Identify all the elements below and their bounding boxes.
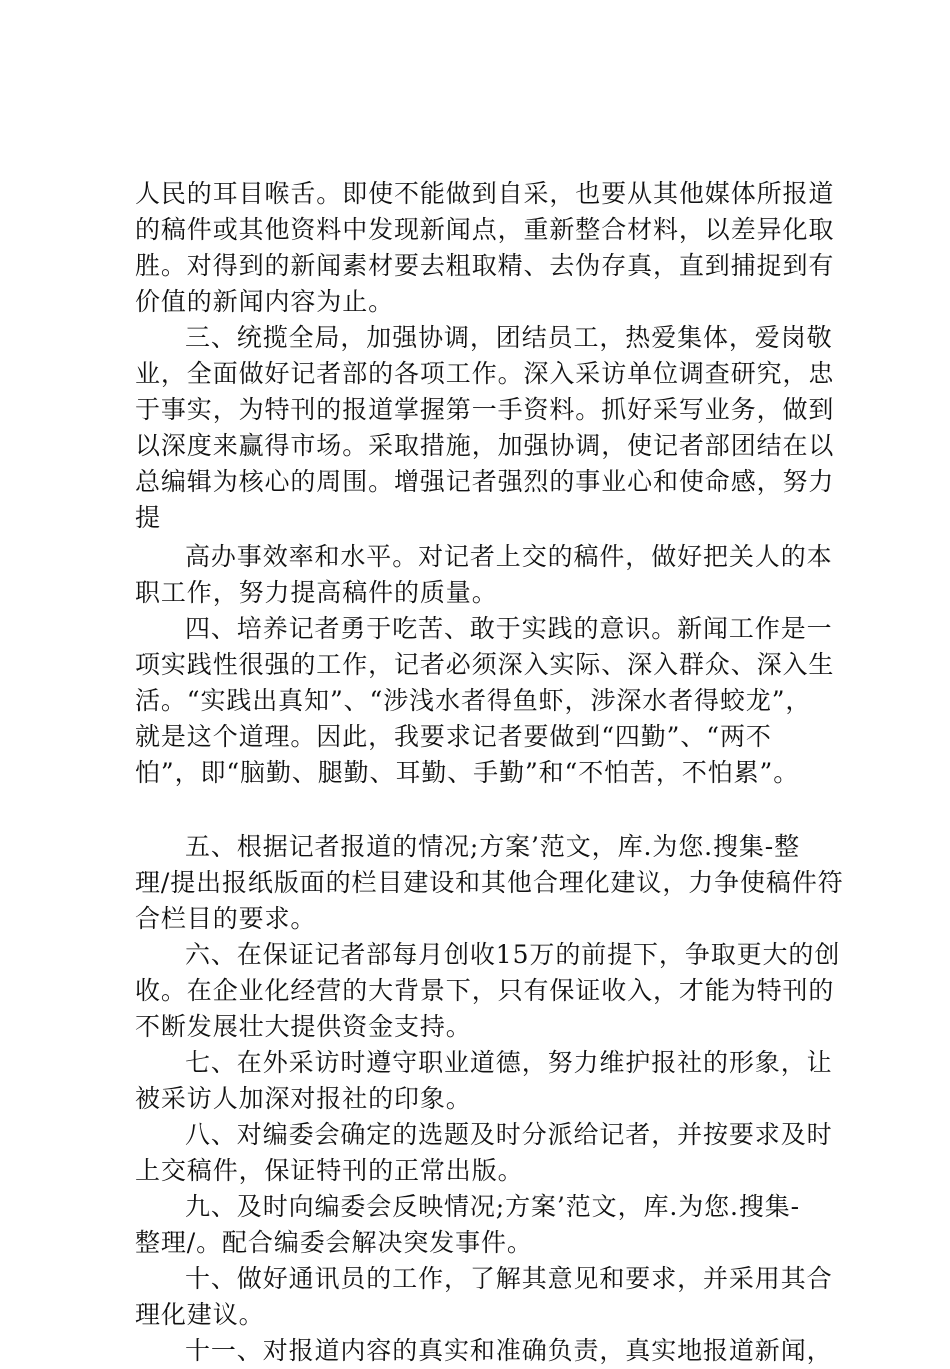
- body-text-line: 总编辑为核心的周围。增强记者强烈的事业心和使命感，努力: [135, 467, 835, 496]
- body-text-line: 以深度来赢得市场。采取措施，加强协调，使记者部团结在以: [135, 431, 835, 460]
- body-text-line: 胜。对得到的新闻素材要去粗取精、去伪存真，直到捕捉到有: [135, 251, 835, 280]
- body-text-line: 价值的新闻内容为止。: [135, 287, 395, 316]
- body-text-line: 怕”，即“脑勤、腿勤、耳勤、手勤”和“不怕苦，不怕累”。: [135, 758, 800, 787]
- body-text-line: 活。“实践出真知”、“涉浅水者得鱼虾，涉深水者得蛟龙”，: [135, 686, 812, 715]
- body-text-line: 收。在企业化经营的大背景下，只有保证收入，才能为特刊的: [135, 976, 835, 1005]
- paragraph-first-line: 七、在外采访时遵守职业道德，努力维护报社的形象，让: [185, 1048, 833, 1077]
- paragraph-first-line: 四、培养记者勇于吃苦、敢于实践的意识。新闻工作是一: [185, 614, 833, 643]
- paragraph-first-line: 高办事效率和水平。对记者上交的稿件，做好把关人的本: [185, 542, 833, 571]
- paragraph-first-line: 十一、对报道内容的真实和准确负责，真实地报道新闻，: [185, 1336, 833, 1365]
- paragraph-first-line: 六、在保证记者部每月创收15万的前提下，争取更大的创: [185, 940, 841, 969]
- body-text-line: 上交稿件，保证特刊的正常出版。: [135, 1156, 524, 1185]
- paragraph-first-line: 五、根据记者报道的情况;方案’范文，库.为您.搜集-整: [185, 832, 801, 861]
- body-text-line: 理化建议。: [135, 1300, 265, 1329]
- paragraph-first-line: 八、对编委会确定的选题及时分派给记者，并按要求及时: [185, 1120, 833, 1149]
- body-text-line: 职工作，努力提高稿件的质量。: [135, 578, 498, 607]
- body-text-line: 就是这个道理。因此，我要求记者要做到“四勤”、“两不: [135, 722, 772, 751]
- body-text-line: 人民的耳目喉舌。即使不能做到自采，也要从其他媒体所报道: [135, 179, 835, 208]
- body-text-line: 于事实，为特刊的报道掌握第一手资料。抓好采写业务，做到: [135, 395, 835, 424]
- body-text-line: 项实践性很强的工作，记者必须深入实际、深入群众、深入生: [135, 650, 835, 679]
- body-text-line: 不断发展壮大提供资金支持。: [135, 1012, 472, 1041]
- body-text-line: 业，全面做好记者部的各项工作。深入采访单位调查研究，忠: [135, 359, 835, 388]
- paragraph-first-line: 三、统揽全局，加强协调，团结员工，热爱集体，爱岗敬: [185, 323, 833, 352]
- body-text-line: 理/提出报纸版面的栏目建设和其他合理化建议，力争使稿件符: [135, 868, 844, 897]
- body-text-line: 被采访人加深对报社的印象。: [135, 1084, 472, 1113]
- body-text-line: 的稿件或其他资料中发现新闻点，重新整合材料，以差异化取: [135, 215, 835, 244]
- body-text-line: 提: [135, 503, 161, 532]
- paragraph-first-line: 九、及时向编委会反映情况;方案’范文，库.为您.搜集-: [185, 1192, 801, 1221]
- paragraph-first-line: 十、做好通讯员的工作，了解其意见和要求，并采用其合: [185, 1264, 833, 1293]
- body-text-line: 整理/。配合编委会解决突发事件。: [135, 1228, 533, 1257]
- body-text-line: 合栏目的要求。: [135, 904, 317, 933]
